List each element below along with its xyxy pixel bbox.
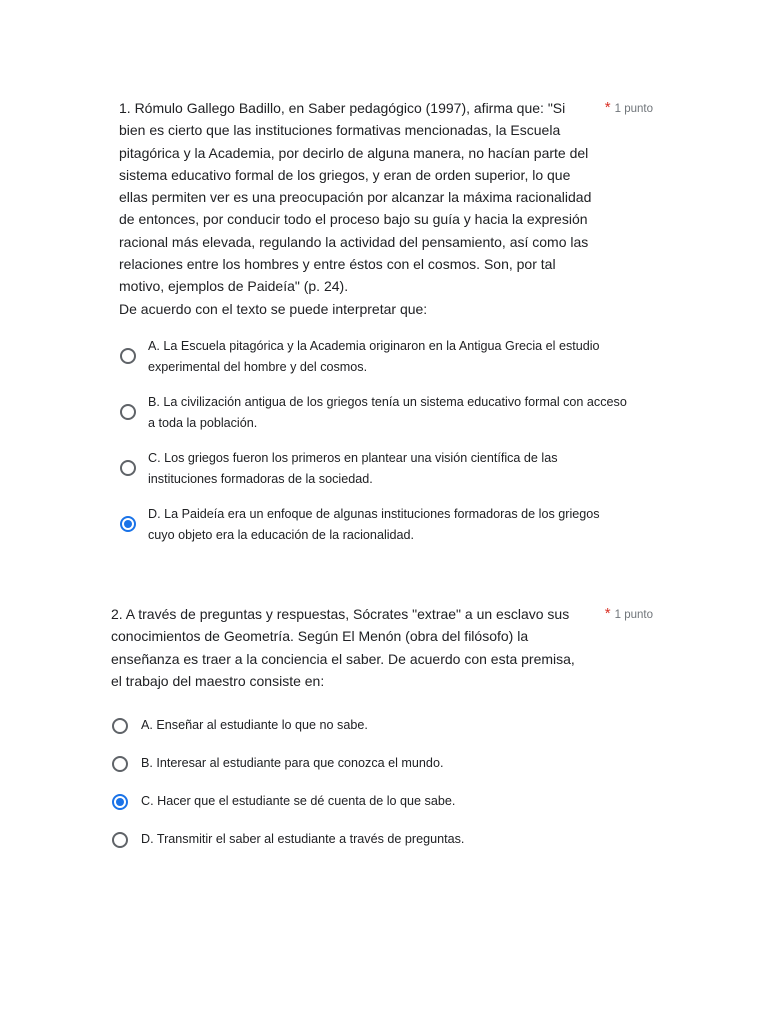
- points-label: 1 punto: [614, 103, 653, 115]
- radio-button[interactable]: [120, 460, 136, 476]
- question-1-points: [605, 97, 653, 120]
- option-label: A. La Escuela pitagórica y la Academia originaron en la Antigua Grecia el estudio experimental del hombre y del cosmos.: [148, 338, 600, 374]
- radio-button[interactable]: [112, 718, 128, 734]
- question-1-text: 1. Rómulo Gallego Badillo, en Saber pedagógico (1997), afirma que: "Si bien es cierto que las instituciones formativas mencionadas, la Escuela pitagórica y la Academia, por decirlo de alguna manera, no hacían parte del sistema educativo formal de los griegos, y eran de orden superior, lo que ellas permiten ver es una preocupación por alcanzar la máxima racionalidad de entonces, por conducir todo el proceso bajo su guía y hacia la expresión racional más elevada, regulando la actividad del pensamiento, así como las relaciones entre los hombres y entre éstos con el cosmos. Son, por tal motivo, ejemplos de Paideía" (p. 24). De acuerdo con el texto se puede interpretar que:: [119, 100, 592, 317]
- radio-button[interactable]: [120, 404, 136, 420]
- question-2-option-a[interactable]: [111, 717, 679, 755]
- points-label: 1 punto: [614, 609, 653, 621]
- question-2-option-b[interactable]: [111, 755, 679, 793]
- option-label: C. Hacer que el estudiante se dé cuenta de lo que sabe.: [141, 794, 456, 809]
- radio-button-selected[interactable]: [120, 516, 136, 532]
- radio-button-selected[interactable]: [112, 794, 128, 810]
- option-label: D. La Paideía era un enfoque de algunas instituciones formadoras de los griegos cuyo objeto era la educación de la racionalidad.: [148, 506, 600, 542]
- question-1-option-d[interactable]: [119, 508, 679, 564]
- required-asterisk: *: [604, 605, 611, 622]
- question-1: [119, 97, 679, 564]
- question-2-options: [111, 717, 679, 869]
- question-2-points: [605, 603, 653, 626]
- question-2-option-d[interactable]: [111, 831, 679, 869]
- radio-button[interactable]: [112, 756, 128, 772]
- option-label: D. Transmitir el saber al estudiante a través de preguntas.: [141, 832, 465, 847]
- radio-button[interactable]: [120, 348, 136, 364]
- question-1-option-c[interactable]: [119, 452, 679, 508]
- question-2-text: 2. A través de preguntas y respuestas, Sócrates "extrae" a un esclavo sus conocimientos de Geometría. Según El Menón (obra del filósofo) la enseñanza es traer a la conciencia el saber. De acuerdo con esta premisa, el trabajo del maestro consiste en:: [111, 606, 575, 689]
- question-2: [111, 603, 679, 869]
- radio-button[interactable]: [112, 832, 128, 848]
- question-1-options: [119, 340, 679, 564]
- question-1-option-a[interactable]: [119, 340, 679, 396]
- option-label: C. Los griegos fueron los primeros en plantear una visión científica de las instituciones formadoras de la sociedad.: [148, 450, 558, 486]
- option-label: B. La civilización antigua de los griegos tenía un sistema educativo formal con acceso a toda la población.: [148, 394, 627, 430]
- required-asterisk: *: [604, 99, 611, 116]
- question-2-option-c[interactable]: [111, 793, 679, 831]
- question-1-option-b[interactable]: [119, 396, 679, 452]
- option-label: B. Interesar al estudiante para que conozca el mundo.: [141, 756, 444, 771]
- option-label: A. Enseñar al estudiante lo que no sabe.: [141, 718, 368, 733]
